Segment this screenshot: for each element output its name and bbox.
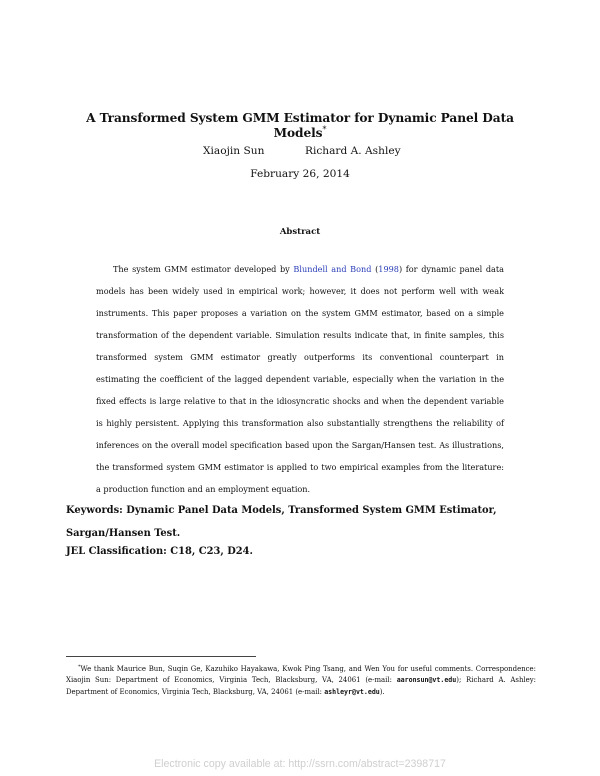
citation-link-year[interactable]: 1998 [378,264,399,274]
paper-date: February 26, 2014 [250,168,350,180]
abstract-text-start: The system GMM estimator developed by [113,264,294,274]
footnote-divider [66,656,256,657]
author-name: Xiaojin Sun [203,145,265,157]
jel-classification [66,545,253,559]
paper-title-text: A Transformed System GMM Estimator for Dynamic Panel Data Models [86,111,514,140]
abstract-heading: Abstract [279,227,321,237]
footnote-text-middle: ); Richard A. Ashley: Department of Economics, Virginia Tech, Blacksburg, VA, 24061 (e-mail: [66,676,537,696]
footnote-mark: * [78,664,81,670]
email-ashleyr[interactable]: ashleyr@vt.edu [324,687,380,696]
author-name: Richard A. Ashley [305,145,401,157]
citation-open-paren: ( [371,264,379,274]
email-aaronsun[interactable]: aaronsun@vt.edu [396,676,457,685]
footnote-text: We thank Maurice Bun, Suqin Ge, Kazuhiko Hayakawa, Kwok Ping Tsang, and Wen You for useful comments. Correspondence: Xiaojin Sun: Department of Economics, Virginia Tech, Blacksburg, VA, 24061 (e-mail: [66,665,536,685]
jel-codes: C18, C23, D24. [170,546,253,557]
keywords-label: Keywords: [66,505,123,516]
paper-title [60,111,540,140]
keywords [66,499,536,545]
ssrn-electronic-copy-banner: Electronic copy available at: http://ssrn.com/abstract=2398717 [154,758,446,770]
title-footnote-mark[interactable]: * [322,125,327,134]
abstract-text-rest: for dynamic panel data models has been widely used in empirical work; however, it does not perform well with weak instruments. This paper proposes a variation on the system GMM estimator, based on a simple transformation of the dependent variable. Simulation results indicate that, in finite samples, this transformed system GMM estimator greatly outperforms its conventional counterpart in estimating the coefficient of the lagged dependent variable, especially when the variation in the fixed effects is large relative to that in the idiosyncratic shocks and when the dependent variable is highly persistent. Applying this transformation also substantially strengthens the reliability of inferences on the overall model specification based upon the Sargan/Hansen test. As illustrations, the transformed system GMM estimator is applied to two empirical examples from the literature: a production function and an employment equation. [96,264,505,494]
citation-close-paren: ) [398,264,403,274]
footnote [66,662,536,698]
abstract-body [96,258,504,500]
citation-link-authors[interactable]: Blundell and Bond [293,264,372,274]
keywords-text: Dynamic Panel Data Models, Transformed System GMM Estimator, Sargan/Hansen Test. [66,505,497,539]
jel-label: JEL Classification: [66,546,167,557]
footnote-text-end: ). [379,687,385,696]
